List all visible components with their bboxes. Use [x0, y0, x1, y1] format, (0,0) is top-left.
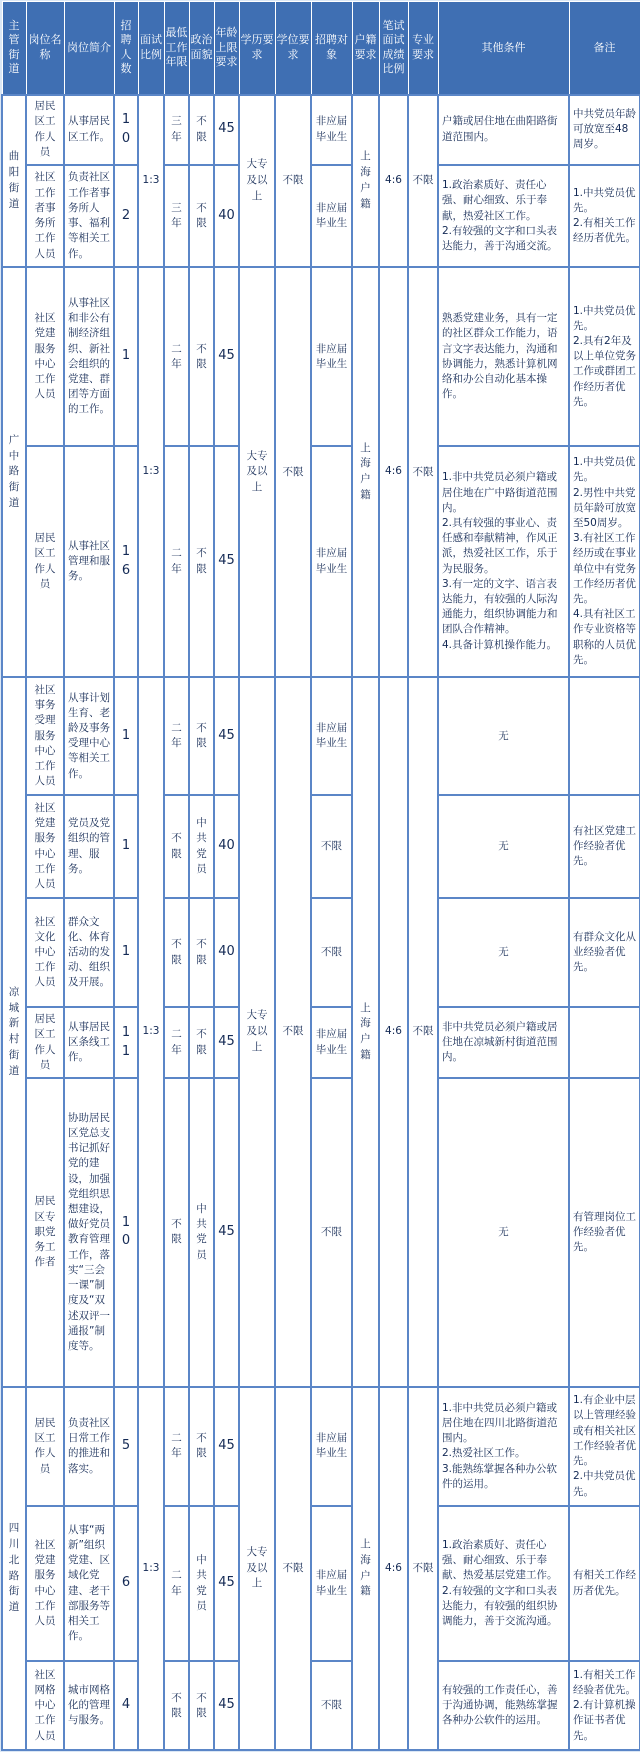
remarks: 1.有企业中层以上管理经验或有相关社区工作经验者优先。 2.中共党员优先。: [569, 1387, 640, 1505]
recruit-target: 非应届毕业生: [311, 165, 352, 267]
position-name: 社区工作者事务所工作人员: [26, 165, 64, 267]
remarks: 1.中共党员优先。 2.具有2年及以上单位党务工作或群团工作经历者优先。: [569, 267, 640, 446]
position-description: 协助居民区党总支书记抓好党的建设，加强党组织思想建设，做好党员教育管理工作，落实“三会一课”制度及“双述双评一通报”制度等。: [64, 1078, 114, 1388]
remarks: 有社区党建工作经验者优先。: [569, 795, 640, 897]
age-limit: 45: [214, 267, 239, 446]
other-conditions: 熟悉党建业务，具有一定的社区群众工作能力，语言文字表达能力，沟通和协调能力，熟悉计算机网络和办公自动化基本操作。: [438, 267, 569, 446]
header-row: [2, 2, 640, 95]
age-limit: 45: [214, 1506, 239, 1662]
age-limit: 40: [214, 898, 239, 1007]
other-conditions: 1.非中共党员必须户籍或居住地在广中路街道范围内。 2.具有较强的事业心、责任感和奉献精神，作风正派，热爱社区工作，乐于为民服务。 3.有一定的文字、语言表达能力，有较强的人际沟通能力，组织协调能力和团队合作精神。 4.具备计算机操作能力。: [438, 446, 569, 677]
street-cell: 四川北路街道: [2, 1387, 26, 1750]
min-work-years: 二年: [164, 1387, 189, 1505]
min-work-years: 不限: [164, 1661, 189, 1750]
remarks: 中共党员年龄可放宽至48周岁。: [569, 95, 640, 165]
score-ratio: 4:6: [379, 95, 408, 268]
remarks: [569, 1007, 640, 1077]
headcount: 5: [114, 1387, 138, 1505]
table-row: [2, 795, 640, 897]
min-work-years: 不限: [164, 898, 189, 1007]
political-status: 不限: [189, 1387, 214, 1505]
age-limit: 45: [214, 677, 239, 795]
hukou-req: 上海户籍: [352, 1387, 379, 1750]
age-limit: 45: [214, 1387, 239, 1505]
hukou-req: 上海户籍: [352, 95, 379, 268]
education-req: 大专及以上: [239, 677, 275, 1387]
table-row: [2, 95, 640, 165]
recruit-target: 非应届毕业生: [311, 446, 352, 677]
interview-ratio: 1:3: [138, 95, 164, 268]
min-work-years: 二年: [164, 446, 189, 677]
position-name: 社区事务受理服务中心工作人员: [26, 677, 64, 795]
education-req: 大专及以上: [239, 267, 275, 677]
age-limit: 45: [214, 95, 239, 165]
street-cell: 广中路街道: [2, 267, 26, 677]
position-description: 从事居民区条线工作。: [64, 1007, 114, 1077]
political-status: 中共党员: [189, 1078, 214, 1388]
column-header: 岗位名称: [26, 2, 64, 95]
remarks: 有群众文化从业经验者优先。: [569, 898, 640, 1007]
age-limit: 45: [214, 446, 239, 677]
table-row: [2, 165, 640, 267]
street-cell: 凉城新村街道: [2, 677, 26, 1387]
remarks: 1.中共党员优先。 2.有相关工作经历者优先。: [569, 165, 640, 267]
column-header: 招聘对象: [311, 2, 352, 95]
min-work-years: 三年: [164, 95, 189, 165]
other-conditions: 非中共党员必须户籍或居住地在凉城新村街道范围内。: [438, 1007, 569, 1077]
political-status: 中共党员: [189, 795, 214, 897]
interview-ratio: 1:3: [138, 267, 164, 677]
recruit-target: 非应届毕业生: [311, 1506, 352, 1662]
degree-req: 不限: [275, 677, 311, 1387]
other-conditions: 户籍或居住地在曲阳路街道范围内。: [438, 95, 569, 165]
recruit-target: 非应届毕业生: [311, 95, 352, 165]
table-row: [2, 446, 640, 677]
table-row: [2, 677, 640, 795]
position-description: 负责社区日常工作的推进和落实。: [64, 1387, 114, 1505]
min-work-years: 三年: [164, 165, 189, 267]
education-req: 大专及以上: [239, 95, 275, 268]
position-name: 社区网格中心工作人员: [26, 1661, 64, 1750]
position-name: 居民区工作人员: [26, 1007, 64, 1077]
other-conditions: 1.政治素质好、责任心强、耐心细致、乐于奉献、热爱基层党建工作。 2.有较强的文字和口头表达能力，有较强的组织协调能力，善于交流沟通。: [438, 1506, 569, 1662]
table-row: [2, 898, 640, 1007]
degree-req: 不限: [275, 267, 311, 677]
score-ratio: 4:6: [379, 677, 408, 1387]
education-req: 大专及以上: [239, 1387, 275, 1750]
column-header: 年龄上限要求: [214, 2, 239, 95]
headcount: 4: [114, 1661, 138, 1750]
interview-ratio: 1:3: [138, 1387, 164, 1750]
recruit-target: 非应届毕业生: [311, 1387, 352, 1505]
age-limit: 45: [214, 1007, 239, 1077]
political-status: 中共党员: [189, 1506, 214, 1662]
political-status: 不限: [189, 898, 214, 1007]
position-name: 社区党建服务中心工作人员: [26, 267, 64, 446]
score-ratio: 4:6: [379, 267, 408, 677]
other-conditions: 无: [438, 1078, 569, 1388]
min-work-years: 二年: [164, 1007, 189, 1077]
major-req: 不限: [408, 95, 438, 268]
position-description: 群众文化、体育活动的发动、组织及开展。: [64, 898, 114, 1007]
position-name: 社区党建服务中心工作人员: [26, 1506, 64, 1662]
position-name: 社区文化中心工作人员: [26, 898, 64, 1007]
hukou-req: 上海户籍: [352, 267, 379, 677]
remarks: [569, 677, 640, 795]
column-header: 笔试面试成绩比例: [379, 2, 408, 95]
headcount: 11: [114, 1007, 138, 1077]
other-conditions: 1.非中共党员必须户籍或居住地在四川北路街道范围内。 2.热爱社区工作。 3.能熟练掌握各种办公软件的运用。: [438, 1387, 569, 1505]
headcount: 16: [114, 446, 138, 677]
headcount: 6: [114, 1506, 138, 1662]
min-work-years: 二年: [164, 267, 189, 446]
column-header: 政治面貌: [189, 2, 214, 95]
major-req: 不限: [408, 677, 438, 1387]
recruit-target: 非应届毕业生: [311, 677, 352, 795]
position-description: 党员及党组织的管理、服务。: [64, 795, 114, 897]
political-status: 不限: [189, 677, 214, 795]
other-conditions: 1.政治素质好、责任心强、耐心细致、乐于奉献，热爱社区工作。 2.有较强的文字和口头表达能力，善于沟通交流。: [438, 165, 569, 267]
position-name: 居民区工作人员: [26, 446, 64, 677]
table-row: [2, 1007, 640, 1077]
recruit-target: 不限: [311, 795, 352, 897]
headcount: 10: [114, 95, 138, 165]
degree-req: 不限: [275, 95, 311, 268]
recruit-target: 非应届毕业生: [311, 1007, 352, 1077]
column-header: 户籍要求: [352, 2, 379, 95]
headcount: 10: [114, 1078, 138, 1388]
other-conditions: 有较强的工作责任心，善于沟通协调，能熟练掌握各种办公软件的运用。: [438, 1661, 569, 1750]
remarks: 有管理岗位工作经验者优先。: [569, 1078, 640, 1388]
age-limit: 40: [214, 795, 239, 897]
major-req: 不限: [408, 1387, 438, 1750]
remarks: 1.中共党员优先。 2.男性中共党员年龄可放宽至50周岁。 3.有社区工作经历或在事业单位中有党务工作经历者优先。 4.具有社区工作专业资格等职称的人员优先。: [569, 446, 640, 677]
hukou-req: 上海户籍: [352, 677, 379, 1387]
column-header: 学位要求: [275, 2, 311, 95]
position-description: 城市网格化的管理与服务。: [64, 1661, 114, 1750]
table-row: [2, 1661, 640, 1750]
position-description: 从事社区和非公有制经济组织、新社会组织的党建、群团等方面的工作。: [64, 267, 114, 446]
column-header: 学历要求: [239, 2, 275, 95]
column-header: 主管街道: [2, 2, 26, 95]
recruit-target: 不限: [311, 1078, 352, 1388]
political-status: 不限: [189, 267, 214, 446]
headcount: 1: [114, 677, 138, 795]
headcount: 1: [114, 795, 138, 897]
other-conditions: 无: [438, 677, 569, 795]
column-header: 其他条件: [438, 2, 569, 95]
min-work-years: 不限: [164, 795, 189, 897]
street-cell: 曲阳街道: [2, 95, 26, 268]
political-status: 不限: [189, 165, 214, 267]
headcount: 1: [114, 267, 138, 446]
column-header: 岗位简介: [64, 2, 114, 95]
column-header: 专业要求: [408, 2, 438, 95]
degree-req: 不限: [275, 1387, 311, 1750]
remarks: 有相关工作经历者优先。: [569, 1506, 640, 1662]
recruit-target: 不限: [311, 898, 352, 1007]
score-ratio: 4:6: [379, 1387, 408, 1750]
column-header: 面试比例: [138, 2, 164, 95]
position-name: 居民区工作人员: [26, 95, 64, 165]
political-status: 不限: [189, 1661, 214, 1750]
position-description: 从事计划生育、老龄及事务受理中心等相关工作。: [64, 677, 114, 795]
age-limit: 45: [214, 1078, 239, 1388]
political-status: 不限: [189, 95, 214, 165]
column-header: 招聘人数: [114, 2, 138, 95]
interview-ratio: 1:3: [138, 677, 164, 1387]
headcount: 1: [114, 898, 138, 1007]
position-name: 居民区工作人员: [26, 1387, 64, 1505]
min-work-years: 不限: [164, 1078, 189, 1388]
position-description: 负责社区工作者事务所人事、福利等相关工作。: [64, 165, 114, 267]
column-header: 最低工作年限: [164, 2, 189, 95]
table-row: [2, 267, 640, 446]
other-conditions: 无: [438, 795, 569, 897]
min-work-years: 二年: [164, 1506, 189, 1662]
column-header: 备注: [569, 2, 640, 95]
table-row: [2, 1387, 640, 1505]
table-row: [2, 1078, 640, 1388]
position-description: 从事社区管理和服务。: [64, 446, 114, 677]
recruitment-table: [1, 1, 640, 1751]
political-status: 不限: [189, 1007, 214, 1077]
table-body: [2, 95, 640, 1751]
age-limit: 40: [214, 165, 239, 267]
other-conditions: 无: [438, 898, 569, 1007]
major-req: 不限: [408, 267, 438, 677]
remarks: 1.有相关工作经验者优先。 2.有计算机操作证书者优先。: [569, 1661, 640, 1750]
headcount: 2: [114, 165, 138, 267]
table-row: [2, 1506, 640, 1662]
political-status: 不限: [189, 446, 214, 677]
min-work-years: 二年: [164, 677, 189, 795]
recruit-target: 非应届毕业生: [311, 267, 352, 446]
recruit-target: 不限: [311, 1661, 352, 1750]
position-name: 居民区专职党务工作者: [26, 1078, 64, 1388]
position-description: 从事“两新”组织党建、区域化党建、老干部服务等相关工作。: [64, 1506, 114, 1662]
position-description: 从事居民区工作。: [64, 95, 114, 165]
age-limit: 45: [214, 1661, 239, 1750]
position-name: 社区党建服务中心工作人员: [26, 795, 64, 897]
